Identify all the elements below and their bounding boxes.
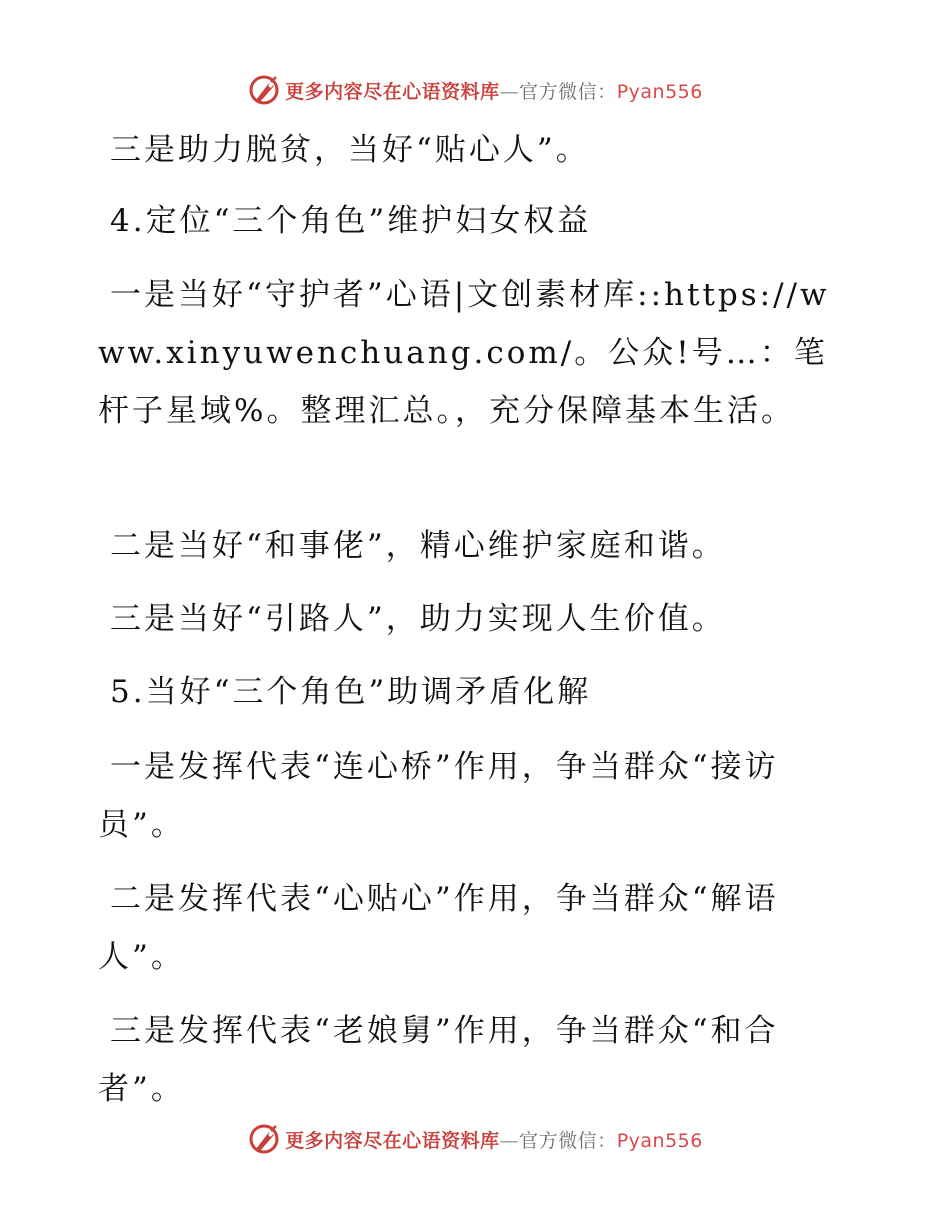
banner-wechat-id: Pyan556: [616, 80, 703, 103]
heading-section-5: 5.当好“三个角色”助调矛盾化解: [110, 674, 592, 710]
banner-wechat-id: Pyan556: [616, 1129, 703, 1152]
paragraph-heart: 二是发挥代表“心贴心”作用，争当群众“解语人”。: [98, 881, 779, 975]
banner-wechat-label: 官方微信：: [519, 1129, 617, 1152]
banner-dash: —: [499, 1129, 520, 1152]
paragraph-bridge: 一是发挥代表“连心桥”作用，争当群众“接访员”。: [98, 749, 779, 843]
paragraph-mediator: 三是发挥代表“老娘舅”作用，争当群众“和合者”。: [98, 1013, 779, 1107]
banner-dash: —: [499, 80, 520, 103]
pen-nib-logo-icon: [247, 1122, 281, 1156]
banner-main-text: 更多内容尽在心语资料库: [285, 1129, 500, 1152]
banner-text: [285, 1126, 703, 1153]
paragraph-guide: 三是当好“引路人”，助力实现人生价值。: [110, 601, 726, 637]
banner-wechat-label: 官方微信：: [519, 80, 617, 103]
paragraph-guardian: 一是当好“守护者”心语|文创素材库::https://www.xinyuwenchuang.com/。公众!号…：笔杆子星域%。整理汇总。，充分保障基本生活。: [98, 277, 830, 429]
paragraph-peacemaker: 二是当好“和事佬”，精心维护家庭和谐。: [110, 528, 726, 564]
footer-banner: [0, 1119, 950, 1159]
heading-section-4: 4.定位“三个角色”维护妇女权益: [110, 203, 592, 239]
paragraph-poverty: 三是助力脱贫，当好“贴心人”。: [110, 132, 590, 168]
banner-main-text: 更多内容尽在心语资料库: [285, 80, 500, 103]
